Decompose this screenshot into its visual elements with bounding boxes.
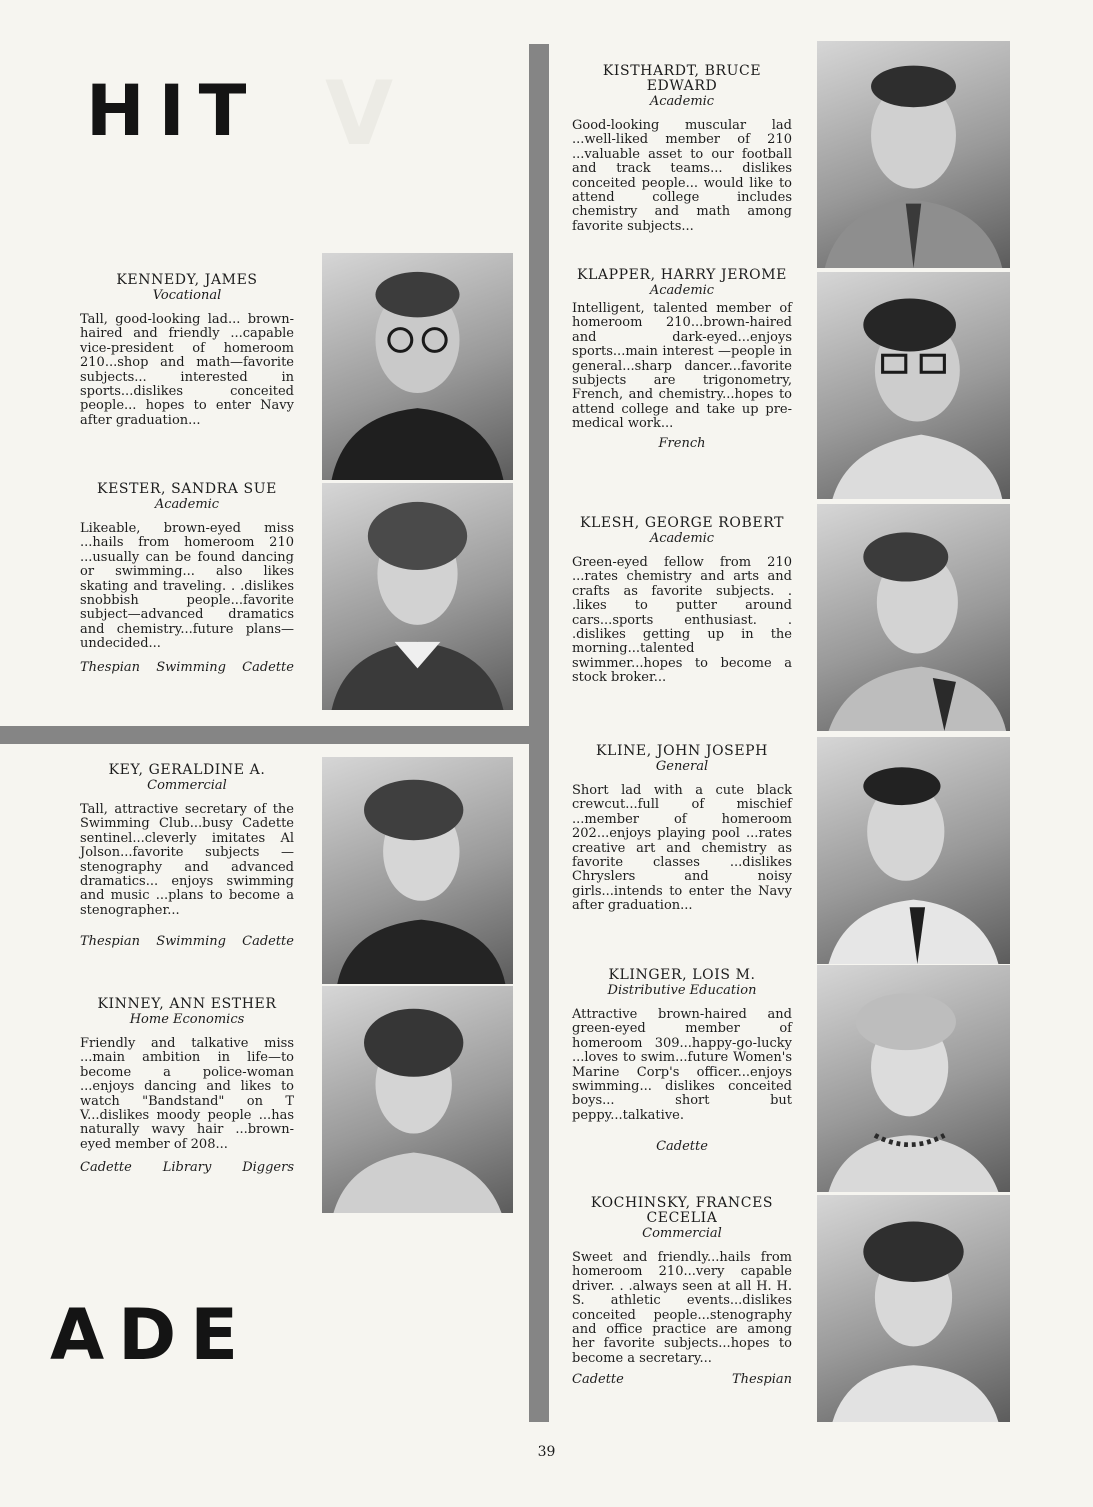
student-activities: [572, 1372, 792, 1387]
student-description: Tall, good-looking lad... brown-haired and friendly ...capable vice-president of homeroom 210...shop and math—favorite subjects... interested in sports...dislikes conceited people... hopes to enter Navy after graduation...: [80, 312, 294, 428]
student-description: Green-eyed fellow from 210 ...rates chemistry and arts and crafts as favorite subjects. . .likes to putter around cars...sports enthusiast. . .dislikes getting up in the morning...talented swimmer...hopes to become a stock broker...: [572, 555, 792, 686]
activity: Cadette: [242, 934, 294, 950]
student-course: Academic: [649, 94, 715, 109]
student-entry: [572, 1196, 792, 1387]
student-course: Distributive Education: [607, 983, 757, 998]
student-entry: [572, 516, 792, 686]
student-entry: [572, 268, 792, 451]
student-portrait: [322, 757, 513, 984]
student-portrait: [817, 965, 1010, 1192]
student-entry: [80, 763, 294, 949]
activity: French: [658, 435, 706, 451]
student-entry: [80, 997, 294, 1175]
student-name: KOCHINSKY, FRANCES CECELIA: [590, 1195, 774, 1226]
activity: Swimming: [156, 659, 226, 675]
student-course: Commercial: [642, 1226, 722, 1241]
student-description: Attractive brown-haired and green-eyed member of homeroom 309...happy-go-lucky ...loves to swim...future Women's Marine Corp's officer...enjoys swimming... dislikes conceited boys... short but peppy...talkative.: [572, 1007, 792, 1123]
student-activities: [80, 660, 294, 675]
student-entry: [80, 482, 294, 675]
student-portrait: [817, 504, 1010, 731]
activity: Thespian: [80, 659, 141, 675]
student-description: Tall, attractive secretary of the Swimming Club...busy Cadette sentinel...cleverly imitates Al Jolson...favorite subjects — stenography and advanced dramatics... enjoys swimming and music ...plans to become a stenographer...: [80, 802, 294, 918]
activity: Cadette: [572, 1372, 624, 1388]
student-name: KLINE, JOHN JOSEPH: [596, 743, 768, 759]
student-description: Short lad with a cute black crewcut...full of mischief ...member of homeroom 202...enjoys playing pool ...rates creative art and chemistry as favorite classes ...dislikes Chryslers and noisy girls...intends to enter the Navy after graduation...: [572, 783, 792, 914]
student-entry: [572, 64, 792, 234]
student-name: KENNEDY, JAMES: [116, 272, 258, 288]
student-course: Academic: [649, 531, 715, 546]
student-activities: [80, 934, 294, 949]
activity: Thespian: [80, 934, 141, 950]
page-number: 39: [537, 1444, 556, 1460]
student-name: KLESH, GEORGE ROBERT: [579, 515, 785, 531]
activity: Thespian: [731, 1372, 792, 1388]
student-entry: [572, 968, 792, 1154]
student-activities: [572, 1139, 792, 1154]
student-entry: [80, 273, 294, 428]
student-description: Likeable, brown-eyed miss ...hails from homeroom 210 ...usually can be found dancing or swimming... also likes skating and traveling. . .dislikes snobbish people...favorite subject—advanced dramatics and chemistry...future plans—undecided...: [80, 521, 294, 652]
student-course: Academic: [154, 497, 220, 512]
student-portrait: [322, 986, 513, 1213]
ghost-letter: V: [325, 62, 394, 165]
student-portrait: [817, 1195, 1010, 1422]
student-activities: [80, 1160, 294, 1175]
student-portrait: [817, 272, 1010, 499]
student-name: KLINGER, LOIS M.: [608, 967, 756, 983]
divider-horizontal: [0, 726, 549, 744]
activity: Diggers: [242, 1160, 294, 1176]
activity: Cadette: [80, 1160, 132, 1176]
student-description: Friendly and talkative miss ...main ambition in life—to become a police-woman ...enjoys dancing and likes to watch "Bandstand" on T V...dislikes moody people ...has naturally wavy hair ...brown-eyed member of 208...: [80, 1036, 294, 1152]
student-portrait: [817, 41, 1010, 268]
student-description: Sweet and friendly...hails from homeroom 210...very capable driver. . .always seen at all H. H. S. athletic events...dislikes conceited people...stenography and office practice are among her favorite subjects...hopes to become a secretary...: [572, 1250, 792, 1366]
activity: Cadette: [656, 1139, 708, 1155]
student-portrait: [817, 737, 1010, 964]
student-name: KEY, GERALDINE A.: [108, 762, 266, 778]
student-course: Home Economics: [129, 1012, 245, 1027]
activity: Library: [162, 1160, 212, 1176]
student-name: KINNEY, ANN ESTHER: [97, 996, 277, 1012]
activity: Swimming: [156, 934, 226, 950]
student-course: Academic: [649, 283, 715, 298]
student-course: Vocational: [152, 288, 222, 303]
student-description: Good-looking muscular lad ...well-liked member of 210 ...valuable asset to our football and track teams... dislikes conceited people... would like to attend college includes chemistry and math among favorite subjects...: [572, 118, 792, 234]
student-description: Intelligent, talented member of homeroom 210...brown-haired and dark-eyed...enjoys sports...main interest —people in general...sharp dancer...favorite subjects are trigonometry, French, and chemistry...hopes to attend college and take up pre-medical work...: [572, 301, 792, 432]
student-portrait: [322, 253, 513, 480]
heading-top: HIT: [86, 70, 261, 152]
student-course: General: [655, 759, 709, 774]
student-name: KESTER, SANDRA SUE: [97, 481, 277, 497]
student-portrait: [322, 483, 513, 710]
student-activities: [572, 436, 792, 451]
activity: Cadette: [242, 659, 294, 675]
heading-bottom: ADE: [50, 1294, 253, 1376]
student-name: KISTHARDT, BRUCE EDWARD: [602, 63, 762, 94]
student-name: KLAPPER, HARRY JEROME: [576, 267, 788, 283]
student-entry: [572, 744, 792, 914]
student-course: Commercial: [147, 778, 227, 793]
